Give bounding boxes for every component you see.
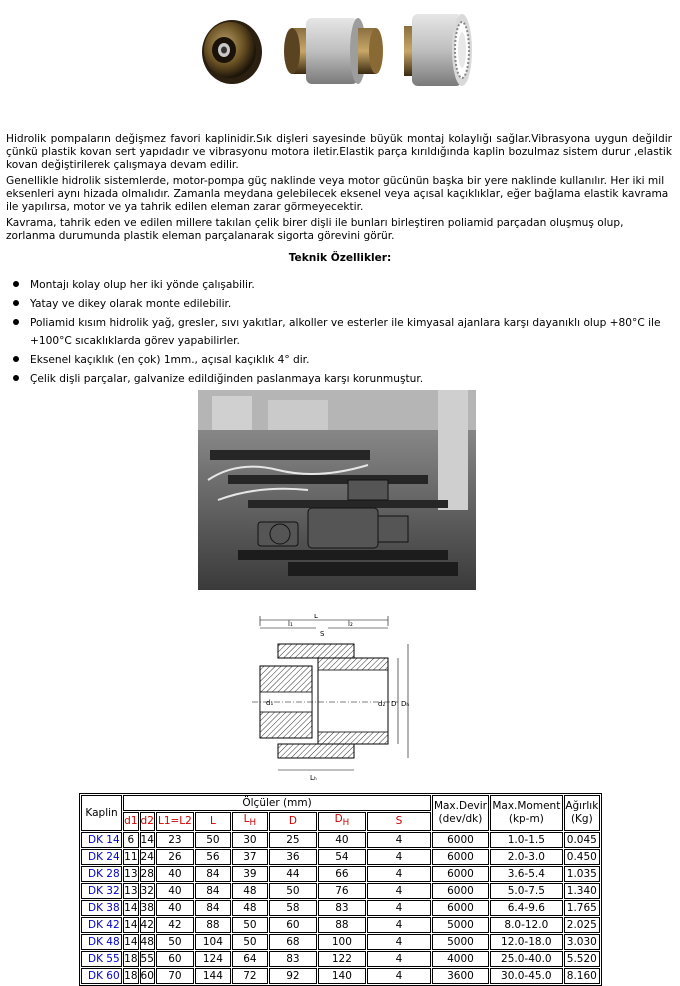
header-s: S bbox=[367, 812, 431, 831]
value-cell: 1.0-1.5 bbox=[490, 832, 563, 848]
feature-item: Çelik dişli parçalar, galvanize edildiğinden paslanmaya karşı korunmuştur. bbox=[10, 370, 670, 388]
value-cell: 50 bbox=[156, 934, 194, 950]
value-cell: 18 bbox=[123, 951, 138, 967]
value-cell: 3.6-5.4 bbox=[490, 866, 563, 882]
value-cell: 6000 bbox=[432, 832, 489, 848]
table-row bbox=[81, 917, 600, 933]
intro-paragraph-1: Hidrolik pompaların değişmez favori kaplinidir.Sık dişleri sayesinde büyük montaj kolaylığı sağlar.Vibrasyona uygun değildir çünkü plastik kovan sert yapıdadır ve vibrasyonu motora iletir.Elastik parça kırıldığında kaplin bozulmaz sistem durur ,elastik kovan değiştirilerek çalışmaya devam edilir. bbox=[6, 133, 672, 171]
value-cell: 50 bbox=[195, 832, 231, 848]
assembled-coupling-photo bbox=[284, 18, 383, 84]
table-row bbox=[81, 866, 600, 882]
value-cell: 70 bbox=[156, 968, 194, 984]
table-row bbox=[81, 849, 600, 865]
dim-l1-label: l₁ bbox=[288, 620, 293, 628]
value-cell: 40 bbox=[318, 832, 366, 848]
value-cell: 72 bbox=[232, 968, 268, 984]
dim-l2-label: l₂ bbox=[348, 620, 353, 628]
header-l1-l2: L1=L2 bbox=[156, 812, 194, 831]
value-cell: 58 bbox=[269, 900, 317, 916]
gear-hub-photo bbox=[202, 20, 262, 84]
coupling-technical-drawing bbox=[248, 614, 424, 786]
model-cell: DK 48 bbox=[81, 934, 122, 950]
value-cell: 5.520 bbox=[564, 951, 600, 967]
header-olculer: Ölçüler (mm) bbox=[123, 795, 431, 811]
value-cell: 60 bbox=[156, 951, 194, 967]
value-cell: 18 bbox=[123, 968, 138, 984]
value-cell: 56 bbox=[195, 849, 231, 865]
dim-lh-label: Lₕ bbox=[310, 774, 317, 782]
value-cell: 124 bbox=[195, 951, 231, 967]
value-cell: 55 bbox=[140, 951, 155, 967]
model-cell: DK 60 bbox=[81, 968, 122, 984]
value-cell: 88 bbox=[318, 917, 366, 933]
value-cell: 2.025 bbox=[564, 917, 600, 933]
value-cell: 5.0-7.5 bbox=[490, 883, 563, 899]
intro-paragraph-2: Genellikle hidrolik sistemlerde, motor-pompa güç naklinde veya motor gücünün başka bir yere naklinde kullanılır. Her iki mil eksenleri aynı hizada olmalıdır. Zamanla meydana gelebilecek eksenel veya açısal kaçıklıklar, eğer bağlama elastik kavrama ile yapılırsa, motor ve ya tahrik edilen eleman zarar görmeyecektir. bbox=[6, 175, 669, 213]
dim-s-label: S bbox=[320, 630, 325, 638]
technical-specs-heading: Teknik Özellikler: bbox=[288, 252, 392, 264]
value-cell: 4 bbox=[367, 951, 431, 967]
value-cell: 83 bbox=[318, 900, 366, 916]
value-cell: 8.160 bbox=[564, 968, 600, 984]
header-max-moment: Max.Moment (kp-m) bbox=[490, 795, 563, 831]
value-cell: 0.450 bbox=[564, 849, 600, 865]
value-cell: 6000 bbox=[432, 900, 489, 916]
value-cell: 39 bbox=[232, 866, 268, 882]
feature-item: Poliamid kısım hidrolik yağ, gresler, sıvı yakıtlar, alkoller ve esterler ile kimyasal ajanlara karşı dayanıklı olup +80°C ile +100°C sıcaklıklarda görev yapabilirler. bbox=[10, 314, 670, 350]
hydraulic-installation-photo bbox=[198, 390, 476, 590]
value-cell: 5000 bbox=[432, 917, 489, 933]
value-cell: 4 bbox=[367, 934, 431, 950]
dim-l-label: L bbox=[314, 614, 318, 620]
value-cell: 4 bbox=[367, 900, 431, 916]
value-cell: 14 bbox=[140, 832, 155, 848]
value-cell: 38 bbox=[140, 900, 155, 916]
value-cell: 76 bbox=[318, 883, 366, 899]
model-cell: DK 42 bbox=[81, 917, 122, 933]
value-cell: 4 bbox=[367, 849, 431, 865]
header-agirlik: Ağırlık (Kg) bbox=[564, 795, 600, 831]
header-dh: $D_H$ bbox=[318, 812, 366, 831]
value-cell: 48 bbox=[232, 883, 268, 899]
table-row bbox=[81, 934, 600, 950]
table-row bbox=[81, 832, 600, 848]
value-cell: 6000 bbox=[432, 883, 489, 899]
value-cell: 4 bbox=[367, 883, 431, 899]
model-cell: DK 14 bbox=[81, 832, 122, 848]
header-d2: d2 bbox=[140, 812, 155, 831]
dim-d2-label: d₂ bbox=[378, 700, 386, 708]
value-cell: 13 bbox=[123, 866, 138, 882]
value-cell: 30.0-45.0 bbox=[490, 968, 563, 984]
value-cell: 84 bbox=[195, 883, 231, 899]
value-cell: 23 bbox=[156, 832, 194, 848]
value-cell: 84 bbox=[195, 900, 231, 916]
value-cell: 6 bbox=[123, 832, 138, 848]
value-cell: 3600 bbox=[432, 968, 489, 984]
model-cell: DK 38 bbox=[81, 900, 122, 916]
table-row bbox=[81, 968, 600, 984]
value-cell: 6.4-9.6 bbox=[490, 900, 563, 916]
value-cell: 25.0-40.0 bbox=[490, 951, 563, 967]
value-cell: 6000 bbox=[432, 866, 489, 882]
header-d1: d1 bbox=[123, 812, 138, 831]
value-cell: 1.035 bbox=[564, 866, 600, 882]
value-cell: 4 bbox=[367, 866, 431, 882]
value-cell: 1.765 bbox=[564, 900, 600, 916]
table-row bbox=[81, 883, 600, 899]
value-cell: 36 bbox=[269, 849, 317, 865]
value-cell: 14 bbox=[123, 934, 138, 950]
value-cell: 32 bbox=[140, 883, 155, 899]
value-cell: 122 bbox=[318, 951, 366, 967]
value-cell: 4 bbox=[367, 832, 431, 848]
value-cell: 48 bbox=[232, 900, 268, 916]
value-cell: 5000 bbox=[432, 934, 489, 950]
value-cell: 84 bbox=[195, 866, 231, 882]
value-cell: 3.030 bbox=[564, 934, 600, 950]
dim-dh-label: Dₕ bbox=[401, 700, 410, 708]
model-cell: DK 28 bbox=[81, 866, 122, 882]
table-row bbox=[81, 951, 600, 967]
value-cell: 100 bbox=[318, 934, 366, 950]
value-cell: 2.0-3.0 bbox=[490, 849, 563, 865]
value-cell: 83 bbox=[269, 951, 317, 967]
table-row bbox=[81, 900, 600, 916]
value-cell: 12.0-18.0 bbox=[490, 934, 563, 950]
value-cell: 144 bbox=[195, 968, 231, 984]
coupling-dimension-table bbox=[79, 793, 602, 986]
intro-paragraph-3: Kavrama, tahrik eden ve edilen millere takılan çelik birer dişli ile bunları birleştiren poliamid parçadan oluşmuş olup, zorlanma durumunda plastik eleman parçalanarak sigorta görevini görür. bbox=[6, 217, 624, 242]
value-cell: 50 bbox=[232, 917, 268, 933]
value-cell: 54 bbox=[318, 849, 366, 865]
header-d: D bbox=[269, 812, 317, 831]
feature-item: Montajı kolay olup her iki yönde çalışabilir. bbox=[10, 276, 670, 294]
value-cell: 50 bbox=[269, 883, 317, 899]
value-cell: 37 bbox=[232, 849, 268, 865]
value-cell: 104 bbox=[195, 934, 231, 950]
sleeve-coupling-photo bbox=[404, 14, 472, 86]
value-cell: 40 bbox=[156, 866, 194, 882]
value-cell: 1.340 bbox=[564, 883, 600, 899]
value-cell: 24 bbox=[140, 849, 155, 865]
value-cell: 14 bbox=[123, 917, 138, 933]
feature-item: Yatay ve dikey olarak monte edilebilir. bbox=[10, 295, 670, 313]
value-cell: 25 bbox=[269, 832, 317, 848]
value-cell: 60 bbox=[140, 968, 155, 984]
value-cell: 4 bbox=[367, 917, 431, 933]
value-cell: 26 bbox=[156, 849, 194, 865]
value-cell: 8.0-12.0 bbox=[490, 917, 563, 933]
header-l: L bbox=[195, 812, 231, 831]
value-cell: 4000 bbox=[432, 951, 489, 967]
value-cell: 40 bbox=[156, 883, 194, 899]
value-cell: 42 bbox=[140, 917, 155, 933]
coupling-product-photos bbox=[198, 0, 474, 100]
dim-d1-label: d₁ bbox=[266, 699, 274, 707]
value-cell: 28 bbox=[140, 866, 155, 882]
model-cell: DK 55 bbox=[81, 951, 122, 967]
value-cell: 48 bbox=[140, 934, 155, 950]
feature-list bbox=[10, 276, 670, 389]
value-cell: 40 bbox=[156, 900, 194, 916]
model-cell: DK 24 bbox=[81, 849, 122, 865]
header-kaplin: Kaplin bbox=[81, 795, 122, 831]
header-max-devir: Max.Devir (dev/dk) bbox=[432, 795, 489, 831]
value-cell: 6000 bbox=[432, 849, 489, 865]
value-cell: 0.045 bbox=[564, 832, 600, 848]
value-cell: 140 bbox=[318, 968, 366, 984]
feature-item: Eksenel kaçıklık (en çok) 1mm., açısal kaçıklık 4° dir. bbox=[10, 351, 670, 369]
value-cell: 13 bbox=[123, 883, 138, 899]
header-lh: $L_H$ bbox=[232, 812, 268, 831]
value-cell: 11 bbox=[123, 849, 138, 865]
value-cell: 64 bbox=[232, 951, 268, 967]
value-cell: 68 bbox=[269, 934, 317, 950]
value-cell: 44 bbox=[269, 866, 317, 882]
value-cell: 60 bbox=[269, 917, 317, 933]
model-cell: DK 32 bbox=[81, 883, 122, 899]
value-cell: 42 bbox=[156, 917, 194, 933]
value-cell: 14 bbox=[123, 900, 138, 916]
value-cell: 30 bbox=[232, 832, 268, 848]
value-cell: 66 bbox=[318, 866, 366, 882]
dim-d-label: D bbox=[391, 700, 397, 708]
value-cell: 92 bbox=[269, 968, 317, 984]
value-cell: 4 bbox=[367, 968, 431, 984]
value-cell: 50 bbox=[232, 934, 268, 950]
value-cell: 88 bbox=[195, 917, 231, 933]
